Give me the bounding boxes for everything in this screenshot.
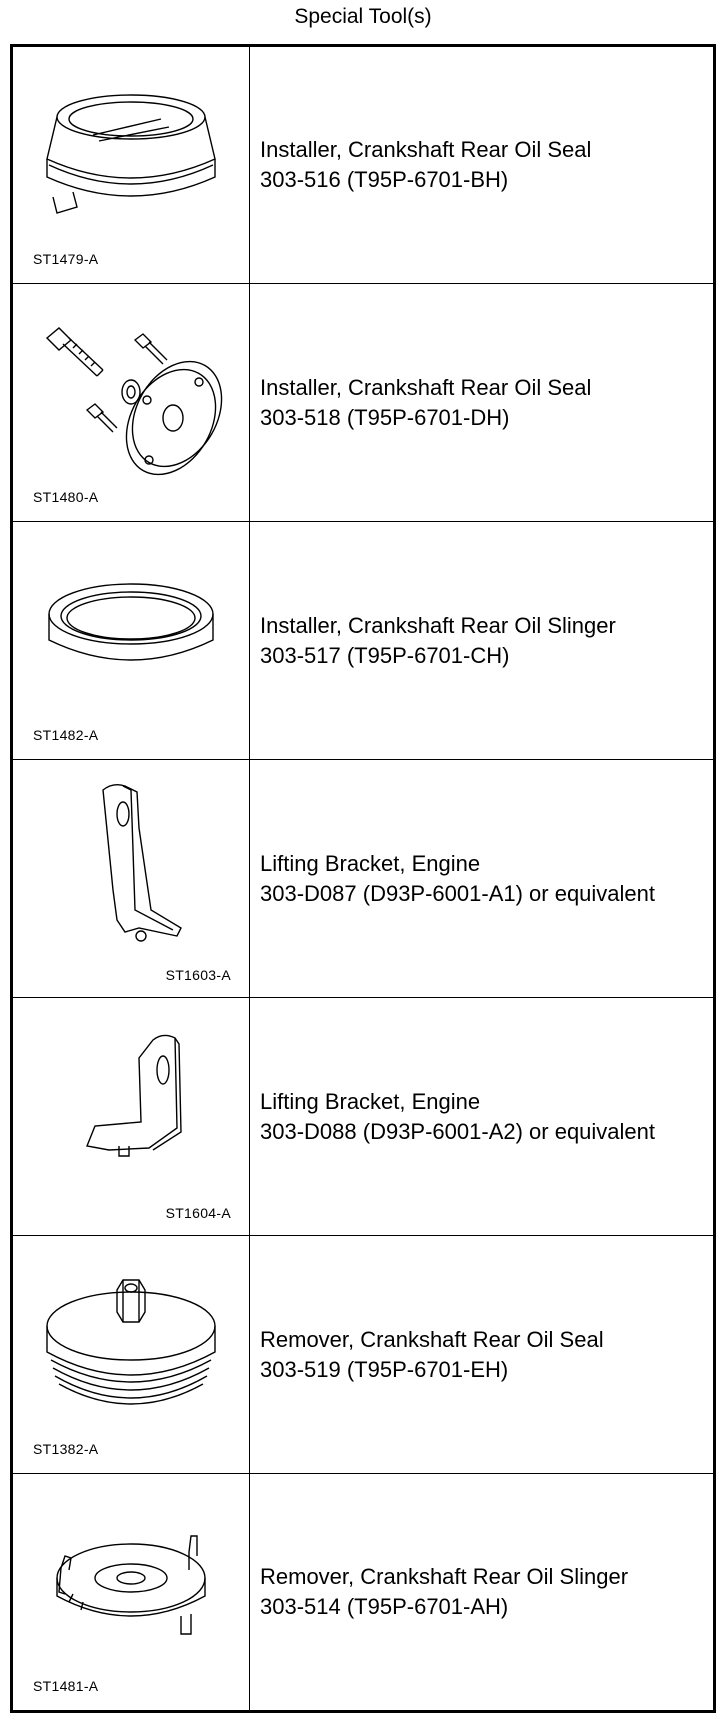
table-row <box>12 522 715 760</box>
tool-number: 303-517 (T95P-6701-CH) <box>260 642 510 668</box>
tool-name: Lifting Bracket, Engine <box>260 1088 481 1114</box>
table-row <box>12 998 715 1236</box>
tool-illustration-cell <box>12 522 250 760</box>
tool-illustration-cell <box>12 1474 250 1712</box>
tool-number: 303-518 (T95P-6701-DH) <box>260 404 510 430</box>
tool-illustration-cell <box>12 760 250 998</box>
tool-illustration-cell <box>12 46 250 284</box>
table-row <box>12 760 715 998</box>
tool-description-cell <box>250 998 715 1236</box>
tool-name: Installer, Crankshaft Rear Oil Seal <box>260 374 592 400</box>
tool-illustration-cell <box>12 1236 250 1474</box>
tool-number: 303-516 (T95P-6701-BH) <box>260 167 509 192</box>
tool-description-cell <box>250 284 715 522</box>
tool-name: Installer, Crankshaft Rear Oil Slinger <box>260 612 616 638</box>
tool-name: Remover, Crankshaft Rear Oil Seal <box>260 1326 604 1352</box>
table-row <box>12 1474 715 1712</box>
tool-name: Installer, Crankshaft Rear Oil Seal <box>260 137 592 162</box>
table-row <box>12 284 715 522</box>
table-row <box>12 46 715 284</box>
tool-description-cell <box>250 46 715 284</box>
tool-code: ST1480-A <box>33 489 99 505</box>
tool-description-cell <box>250 1474 715 1712</box>
lifting-bracket-icon <box>13 760 249 998</box>
slinger-installer-ring-icon <box>13 522 249 760</box>
tool-code: ST1482-A <box>33 727 99 743</box>
seal-remover-icon <box>13 1236 249 1474</box>
tool-description-cell <box>250 760 715 998</box>
tool-name: Remover, Crankshaft Rear Oil Slinger <box>260 1564 629 1589</box>
lifting-bracket-icon <box>13 998 249 1236</box>
seal-installer-ring-icon <box>13 47 249 285</box>
tool-name: Lifting Bracket, Engine <box>260 850 481 876</box>
special-tools-table <box>10 44 716 1713</box>
tool-description-cell <box>250 522 715 760</box>
tool-description-cell <box>250 1236 715 1474</box>
tool-code: ST1382-A <box>33 1441 99 1457</box>
tool-illustration-cell <box>12 284 250 522</box>
tool-code: ST1481-A <box>33 1678 99 1694</box>
tool-number: 303-D087 (D93P-6001-A1) or equivalent <box>260 880 656 906</box>
slinger-remover-icon <box>13 1474 249 1712</box>
installer-plate-bolts-icon <box>13 284 249 522</box>
page-title: Special Tool(s) <box>294 5 432 28</box>
tool-number: 303-514 (T95P-6701-AH) <box>260 1594 509 1619</box>
tool-number: 303-519 (T95P-6701-EH) <box>260 1356 509 1382</box>
tool-code: ST1604-A <box>165 1205 231 1221</box>
tool-code: ST1479-A <box>33 251 99 267</box>
tool-illustration-cell <box>12 998 250 1236</box>
tool-number: 303-D088 (D93P-6001-A2) or equivalent <box>260 1118 656 1144</box>
tool-code: ST1603-A <box>165 967 231 983</box>
table-row <box>12 1236 715 1474</box>
